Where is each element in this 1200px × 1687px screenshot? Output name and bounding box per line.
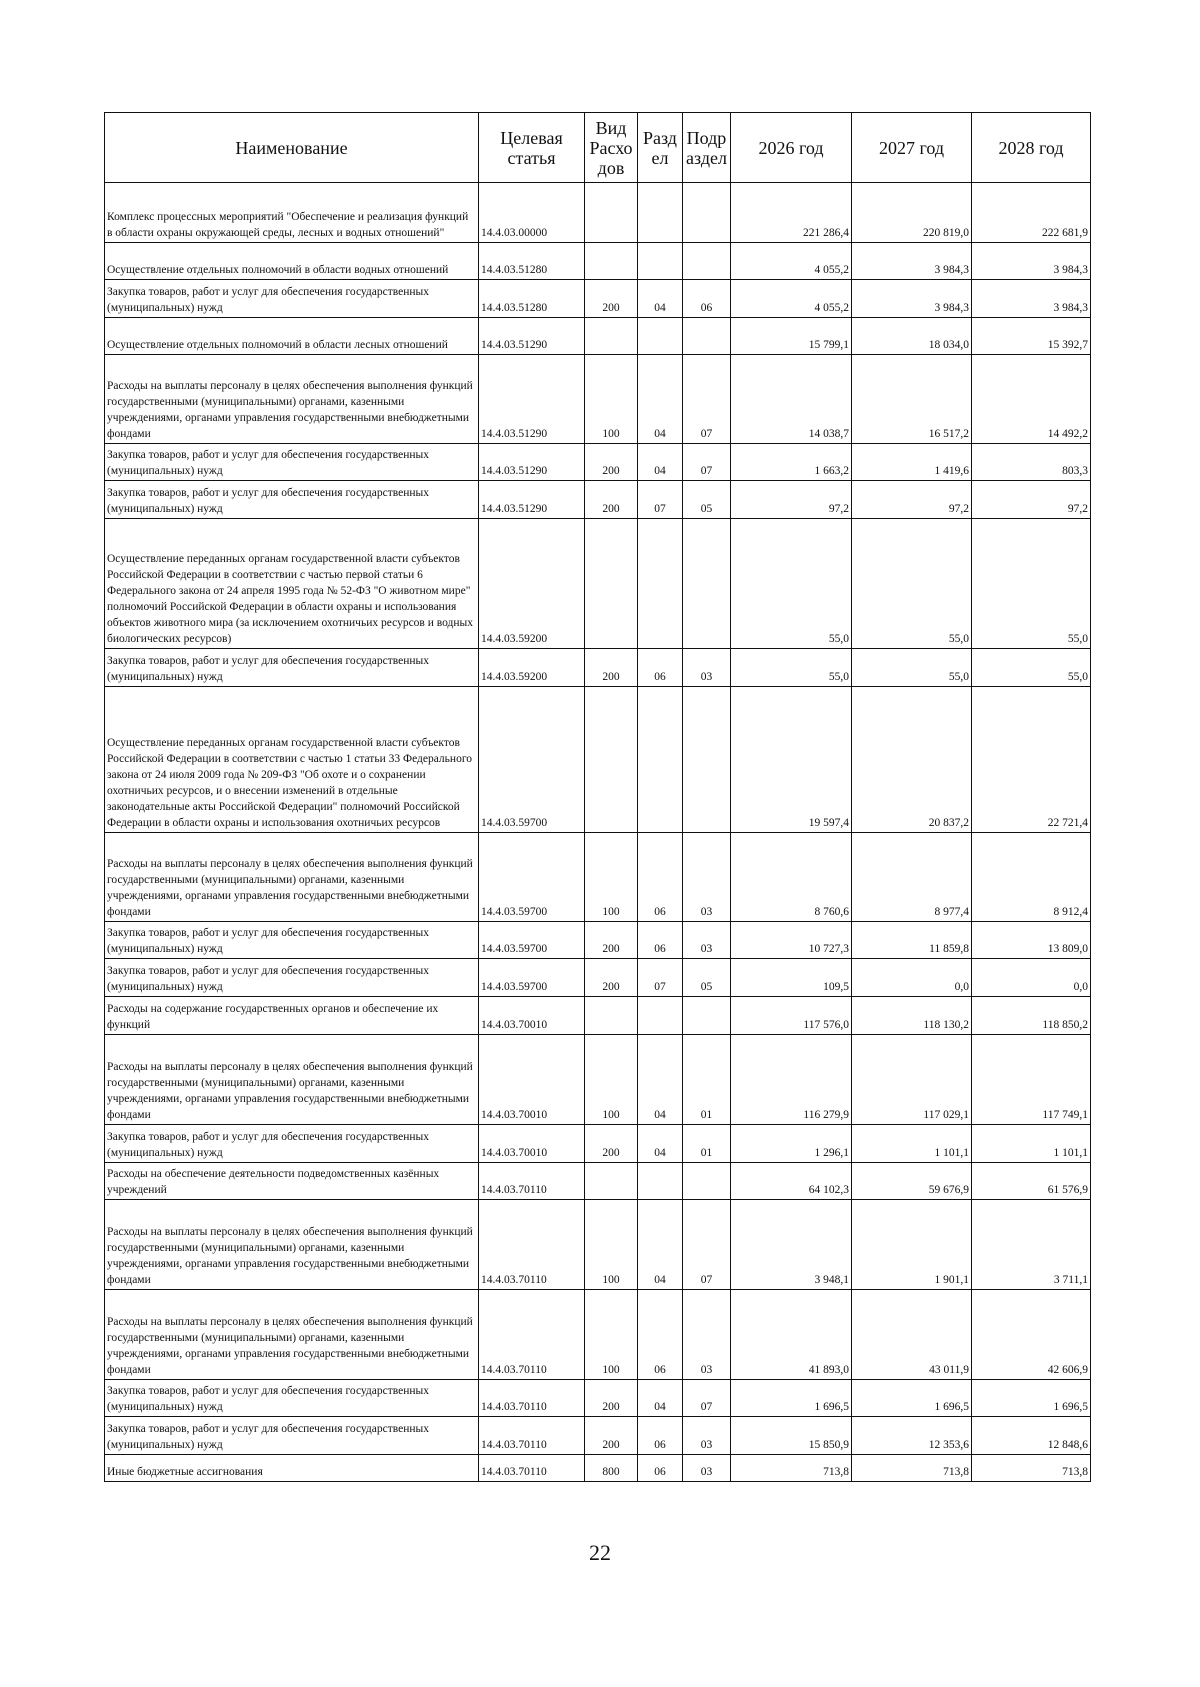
row-expense-type: 200 xyxy=(585,481,638,519)
row-value-2026: 10 727,3 xyxy=(731,922,852,959)
table-row xyxy=(105,1290,1091,1380)
row-value-2027: 55,0 xyxy=(852,519,972,649)
row-name: Закупка товаров, работ и услуг для обеспечения государственных (муниципальных) нужд xyxy=(105,1417,479,1455)
row-value-2026: 41 893,0 xyxy=(731,1290,852,1380)
row-value-2026: 1 696,5 xyxy=(731,1380,852,1417)
row-subsection xyxy=(683,1163,731,1200)
row-target-article: 14.4.03.70110 xyxy=(479,1290,585,1380)
row-name: Расходы на выплаты персоналу в целях обеспечения выполнения функций государственными (муниципальными) органами, казенными учреждениями, органами управления государственными внебюджетными фондами xyxy=(105,355,479,444)
row-expense-type: 200 xyxy=(585,922,638,959)
row-value-2028: 12 848,6 xyxy=(972,1417,1091,1455)
row-value-2027: 12 353,6 xyxy=(852,1417,972,1455)
row-value-2026: 117 576,0 xyxy=(731,997,852,1035)
header-name: Наименование xyxy=(105,113,479,183)
row-target-article: 14.4.03.70110 xyxy=(479,1417,585,1455)
row-value-2028: 22 721,4 xyxy=(972,687,1091,833)
row-target-article: 14.4.03.59700 xyxy=(479,959,585,997)
row-value-2027: 43 011,9 xyxy=(852,1290,972,1380)
row-name: Закупка товаров, работ и услуг для обеспечения государственных (муниципальных) нужд xyxy=(105,1125,479,1163)
row-value-2027: 20 837,2 xyxy=(852,687,972,833)
table-row xyxy=(105,1200,1091,1290)
row-name: Расходы на содержание государственных органов и обеспечение их функций xyxy=(105,997,479,1035)
row-value-2028: 42 606,9 xyxy=(972,1290,1091,1380)
row-value-2027: 8 977,4 xyxy=(852,833,972,922)
row-name: Расходы на выплаты персоналу в целях обеспечения выполнения функций государственными (муниципальными) органами, казенными учреждениями, органами управления государственными внебюджетными фондами xyxy=(105,833,479,922)
row-target-article: 14.4.03.59700 xyxy=(479,833,585,922)
row-section xyxy=(638,519,683,649)
row-expense-type: 200 xyxy=(585,1380,638,1417)
row-value-2027: 713,8 xyxy=(852,1455,972,1482)
row-expense-type xyxy=(585,519,638,649)
row-section: 06 xyxy=(638,1417,683,1455)
row-subsection xyxy=(683,318,731,355)
row-value-2026: 221 286,4 xyxy=(731,183,852,243)
table-row xyxy=(105,444,1091,481)
row-value-2028: 61 576,9 xyxy=(972,1163,1091,1200)
row-value-2026: 15 850,9 xyxy=(731,1417,852,1455)
row-value-2026: 116 279,9 xyxy=(731,1035,852,1125)
row-expense-type: 200 xyxy=(585,1125,638,1163)
row-value-2026: 19 597,4 xyxy=(731,687,852,833)
row-target-article: 14.4.03.51290 xyxy=(479,444,585,481)
header-year-2028: 2028 год xyxy=(972,113,1091,183)
row-target-article: 14.4.03.59700 xyxy=(479,687,585,833)
row-subsection: 07 xyxy=(683,355,731,444)
row-value-2026: 1 663,2 xyxy=(731,444,852,481)
row-expense-type: 800 xyxy=(585,1455,638,1482)
row-target-article: 14.4.03.70010 xyxy=(479,1035,585,1125)
row-subsection: 03 xyxy=(683,1417,731,1455)
page-number: 22 xyxy=(589,1540,611,1565)
row-target-article: 14.4.03.51280 xyxy=(479,280,585,318)
row-section xyxy=(638,997,683,1035)
row-section: 07 xyxy=(638,481,683,519)
row-target-article: 14.4.03.70010 xyxy=(479,997,585,1035)
row-target-article: 14.4.03.51290 xyxy=(479,481,585,519)
table-row xyxy=(105,649,1091,687)
header-year-2026: 2026 год xyxy=(731,113,852,183)
row-name: Комплекс процессных мероприятий "Обеспечение и реализация функций в области охраны окружающей среды, лесных и водных отношений" xyxy=(105,183,479,243)
row-expense-type: 200 xyxy=(585,444,638,481)
row-value-2028: 55,0 xyxy=(972,649,1091,687)
row-value-2028: 3 984,3 xyxy=(972,243,1091,280)
row-name: Закупка товаров, работ и услуг для обеспечения государственных (муниципальных) нужд xyxy=(105,444,479,481)
row-expense-type: 200 xyxy=(585,959,638,997)
row-value-2026: 55,0 xyxy=(731,649,852,687)
row-name: Закупка товаров, работ и услуг для обеспечения государственных (муниципальных) нужд xyxy=(105,481,479,519)
row-name: Расходы на выплаты персоналу в целях обеспечения выполнения функций государственными (муниципальными) органами, казенными учреждениями, органами управления государственными внебюджетными фондами xyxy=(105,1200,479,1290)
table-row xyxy=(105,997,1091,1035)
row-value-2028: 3 984,3 xyxy=(972,280,1091,318)
row-value-2027: 3 984,3 xyxy=(852,243,972,280)
row-value-2028: 97,2 xyxy=(972,481,1091,519)
table-row xyxy=(105,318,1091,355)
row-expense-type: 200 xyxy=(585,280,638,318)
row-value-2028: 1 101,1 xyxy=(972,1125,1091,1163)
row-expense-type xyxy=(585,243,638,280)
row-value-2027: 118 130,2 xyxy=(852,997,972,1035)
row-value-2027: 220 819,0 xyxy=(852,183,972,243)
row-subsection xyxy=(683,243,731,280)
row-subsection xyxy=(683,183,731,243)
row-name: Осуществление переданных органам государственной власти субъектов Российской Федерации в соответствии с частью первой статьи 6 Федерального закона от 24 апреля 1995 года № 52-ФЗ "О животном мире" полномочий Российской Федерации в области охраны и использования объектов животного мира (за исключением охотничьих ресурсов и водных биологических ресурсов) xyxy=(105,519,479,649)
table-row xyxy=(105,1380,1091,1417)
table-row xyxy=(105,183,1091,243)
row-subsection: 06 xyxy=(683,280,731,318)
table-row xyxy=(105,1417,1091,1455)
row-name: Расходы на обеспечение деятельности подведомственных казённых учреждений xyxy=(105,1163,479,1200)
row-section: 06 xyxy=(638,1455,683,1482)
header-expense-type: Вид Расхо дов xyxy=(585,113,638,183)
row-value-2026: 4 055,2 xyxy=(731,280,852,318)
row-value-2027: 59 676,9 xyxy=(852,1163,972,1200)
row-expense-type xyxy=(585,183,638,243)
row-value-2028: 8 912,4 xyxy=(972,833,1091,922)
row-value-2027: 1 696,5 xyxy=(852,1380,972,1417)
row-expense-type: 100 xyxy=(585,1200,638,1290)
row-name: Закупка товаров, работ и услуг для обеспечения государственных (муниципальных) нужд xyxy=(105,959,479,997)
table-body xyxy=(105,183,1091,1482)
row-section xyxy=(638,318,683,355)
row-value-2028: 55,0 xyxy=(972,519,1091,649)
row-name: Расходы на выплаты персоналу в целях обеспечения выполнения функций государственными (муниципальными) органами, казенными учреждениями, органами управления государственными внебюджетными фондами xyxy=(105,1290,479,1380)
row-expense-type xyxy=(585,318,638,355)
row-section xyxy=(638,1163,683,1200)
row-target-article: 14.4.03.70110 xyxy=(479,1455,585,1482)
table-row xyxy=(105,280,1091,318)
table-row xyxy=(105,687,1091,833)
row-name: Осуществление отдельных полномочий в области водных отношений xyxy=(105,243,479,280)
row-name: Осуществление переданных органам государственной власти субъектов Российской Федерации в соответствии с частью 1 статьи 33 Федерального закона от 24 июля 2009 года № 209-ФЗ "Об охоте и о сохранении охотничьих ресурсов, и о внесении изменений в отдельные законодательные акты Российской Федерации" полномочий Российской Федерации в области охраны и использования охотничьих ресурсов xyxy=(105,687,479,833)
row-section: 04 xyxy=(638,355,683,444)
row-subsection: 05 xyxy=(683,959,731,997)
row-subsection xyxy=(683,687,731,833)
row-section: 07 xyxy=(638,959,683,997)
row-subsection: 05 xyxy=(683,481,731,519)
row-value-2027: 1 419,6 xyxy=(852,444,972,481)
row-subsection: 01 xyxy=(683,1035,731,1125)
row-value-2028: 15 392,7 xyxy=(972,318,1091,355)
row-value-2028: 117 749,1 xyxy=(972,1035,1091,1125)
row-subsection: 03 xyxy=(683,1290,731,1380)
row-value-2027: 16 517,2 xyxy=(852,355,972,444)
header-target-article: Целевая статья xyxy=(479,113,585,183)
row-subsection: 03 xyxy=(683,922,731,959)
row-section: 04 xyxy=(638,1200,683,1290)
row-section: 04 xyxy=(638,1380,683,1417)
row-value-2027: 18 034,0 xyxy=(852,318,972,355)
row-expense-type xyxy=(585,997,638,1035)
table-row xyxy=(105,1455,1091,1482)
row-value-2026: 15 799,1 xyxy=(731,318,852,355)
row-section xyxy=(638,183,683,243)
row-value-2028: 222 681,9 xyxy=(972,183,1091,243)
row-value-2026: 109,5 xyxy=(731,959,852,997)
table-row xyxy=(105,833,1091,922)
row-expense-type: 100 xyxy=(585,833,638,922)
row-name: Иные бюджетные ассигнования xyxy=(105,1455,479,1482)
row-expense-type: 100 xyxy=(585,1035,638,1125)
row-value-2026: 97,2 xyxy=(731,481,852,519)
row-value-2028: 1 696,5 xyxy=(972,1380,1091,1417)
row-value-2026: 8 760,6 xyxy=(731,833,852,922)
row-name: Закупка товаров, работ и услуг для обеспечения государственных (муниципальных) нужд xyxy=(105,649,479,687)
row-value-2026: 1 296,1 xyxy=(731,1125,852,1163)
row-target-article: 14.4.03.59200 xyxy=(479,519,585,649)
row-target-article: 14.4.03.00000 xyxy=(479,183,585,243)
row-section xyxy=(638,243,683,280)
header-subsection: Подр аздел xyxy=(683,113,731,183)
table-row xyxy=(105,243,1091,280)
row-value-2028: 0,0 xyxy=(972,959,1091,997)
row-value-2027: 1 901,1 xyxy=(852,1200,972,1290)
row-target-article: 14.4.03.70110 xyxy=(479,1380,585,1417)
row-name: Закупка товаров, работ и услуг для обеспечения государственных (муниципальных) нужд xyxy=(105,1380,479,1417)
header-year-2027: 2027 год xyxy=(852,113,972,183)
row-subsection: 03 xyxy=(683,833,731,922)
header-section: Разд ел xyxy=(638,113,683,183)
row-value-2027: 97,2 xyxy=(852,481,972,519)
row-target-article: 14.4.03.51290 xyxy=(479,355,585,444)
row-target-article: 14.4.03.51290 xyxy=(479,318,585,355)
table-row xyxy=(105,355,1091,444)
row-expense-type xyxy=(585,687,638,833)
row-section: 06 xyxy=(638,833,683,922)
table-row xyxy=(105,922,1091,959)
table-row xyxy=(105,519,1091,649)
row-name: Расходы на выплаты персоналу в целях обеспечения выполнения функций государственными (муниципальными) органами, казенными учреждениями, органами управления государственными внебюджетными фондами xyxy=(105,1035,479,1125)
table-row xyxy=(105,1163,1091,1200)
row-subsection: 07 xyxy=(683,444,731,481)
row-value-2028: 118 850,2 xyxy=(972,997,1091,1035)
row-value-2026: 713,8 xyxy=(731,1455,852,1482)
row-value-2028: 3 711,1 xyxy=(972,1200,1091,1290)
row-value-2027: 0,0 xyxy=(852,959,972,997)
row-subsection: 07 xyxy=(683,1200,731,1290)
row-subsection xyxy=(683,997,731,1035)
row-value-2027: 117 029,1 xyxy=(852,1035,972,1125)
table-header-row xyxy=(105,113,1091,183)
row-value-2027: 1 101,1 xyxy=(852,1125,972,1163)
row-section: 06 xyxy=(638,649,683,687)
row-expense-type: 100 xyxy=(585,1290,638,1380)
row-section: 04 xyxy=(638,1125,683,1163)
row-value-2026: 3 948,1 xyxy=(731,1200,852,1290)
row-value-2026: 4 055,2 xyxy=(731,243,852,280)
row-name: Закупка товаров, работ и услуг для обеспечения государственных (муниципальных) нужд xyxy=(105,280,479,318)
row-section: 04 xyxy=(638,444,683,481)
row-expense-type: 100 xyxy=(585,355,638,444)
row-section: 04 xyxy=(638,280,683,318)
row-subsection: 03 xyxy=(683,1455,731,1482)
row-value-2026: 64 102,3 xyxy=(731,1163,852,1200)
row-value-2027: 55,0 xyxy=(852,649,972,687)
row-subsection xyxy=(683,519,731,649)
row-target-article: 14.4.03.70110 xyxy=(479,1200,585,1290)
row-section: 06 xyxy=(638,922,683,959)
row-value-2026: 14 038,7 xyxy=(731,355,852,444)
row-value-2028: 713,8 xyxy=(972,1455,1091,1482)
table-row xyxy=(105,481,1091,519)
row-value-2028: 13 809,0 xyxy=(972,922,1091,959)
row-value-2027: 3 984,3 xyxy=(852,280,972,318)
row-value-2028: 803,3 xyxy=(972,444,1091,481)
row-subsection: 01 xyxy=(683,1125,731,1163)
table-row xyxy=(105,959,1091,997)
row-expense-type: 200 xyxy=(585,649,638,687)
row-target-article: 14.4.03.70010 xyxy=(479,1125,585,1163)
row-value-2026: 55,0 xyxy=(731,519,852,649)
row-value-2027: 11 859,8 xyxy=(852,922,972,959)
row-target-article: 14.4.03.59200 xyxy=(479,649,585,687)
row-name: Осуществление отдельных полномочий в области лесных отношений xyxy=(105,318,479,355)
table-row xyxy=(105,1125,1091,1163)
row-target-article: 14.4.03.51280 xyxy=(479,243,585,280)
budget-table xyxy=(104,112,1091,1482)
row-subsection: 07 xyxy=(683,1380,731,1417)
row-section: 06 xyxy=(638,1290,683,1380)
row-target-article: 14.4.03.70110 xyxy=(479,1163,585,1200)
row-subsection: 03 xyxy=(683,649,731,687)
row-name: Закупка товаров, работ и услуг для обеспечения государственных (муниципальных) нужд xyxy=(105,922,479,959)
table-row xyxy=(105,1035,1091,1125)
row-target-article: 14.4.03.59700 xyxy=(479,922,585,959)
row-section xyxy=(638,687,683,833)
row-value-2028: 14 492,2 xyxy=(972,355,1091,444)
row-section: 04 xyxy=(638,1035,683,1125)
row-expense-type xyxy=(585,1163,638,1200)
row-expense-type: 200 xyxy=(585,1417,638,1455)
